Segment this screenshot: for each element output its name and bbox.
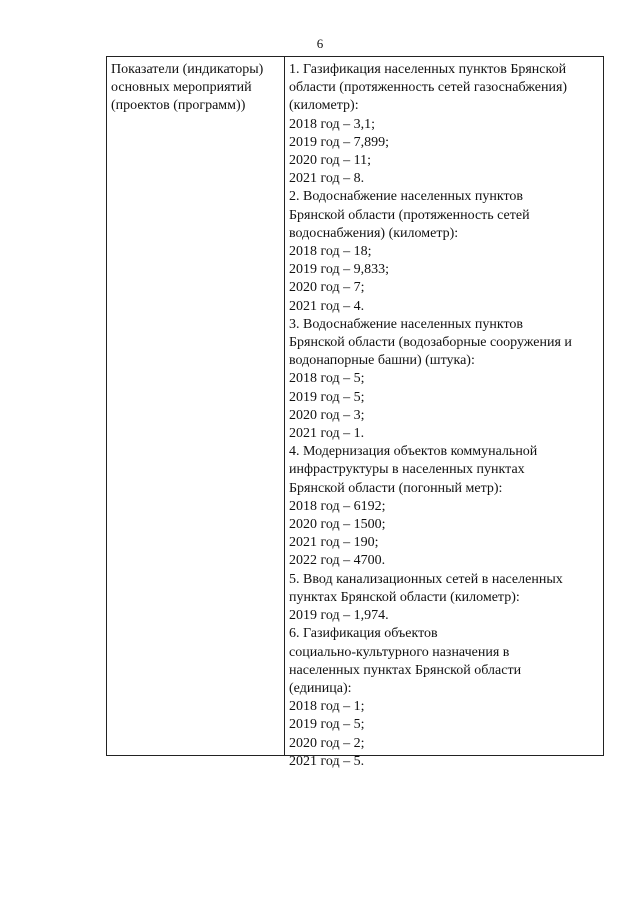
indicator-text-line: 2020 год – 3;: [289, 407, 365, 423]
indicator-text-line: социально-культурного назначения в: [289, 644, 510, 660]
indicator-text-line: водоснабжения) (километр):: [289, 225, 459, 241]
indicator-text-line: 2019 год – 7,899;: [289, 134, 390, 150]
indicator-header-line: Показатели (индикаторы): [111, 62, 264, 77]
indicator-text-line: Брянской области (погонный метр):: [289, 480, 503, 496]
indicator-text-line: 2021 год – 1.: [289, 426, 365, 442]
indicator-text-line: 2019 год – 9,833;: [289, 262, 390, 278]
indicator-text-line: 2021 год – 4.: [289, 298, 365, 314]
indicator-text-line: (километр):: [289, 98, 359, 114]
indicator-text-line: населенных пунктах Брянской области: [289, 662, 522, 678]
indicator-text-line: 2022 год – 4700.: [289, 553, 386, 569]
indicator-text-line: 2019 год – 5;: [289, 389, 365, 405]
indicator-text-line: пунктах Брянской области (километр):: [289, 589, 520, 605]
indicator-text-line: 2. Водоснабжение населенных пунктов: [289, 189, 524, 205]
page-number: 6: [316, 36, 324, 51]
indicator-text-line: области (протяженность сетей газоснабжения): [289, 80, 568, 96]
indicator-text-line: 2018 год – 3,1;: [289, 116, 376, 132]
indicator-text-line: 2019 год – 5;: [289, 717, 365, 733]
indicator-text-line: 2021 год – 8.: [289, 171, 365, 187]
indicator-text-line: 2019 год – 1,974.: [289, 608, 389, 624]
indicator-text-line: 2020 год – 11;: [289, 153, 371, 169]
indicators-label-cell: [107, 57, 285, 755]
indicator-text-line: водонапорные башни) (штука):: [289, 353, 475, 369]
indicator-text-line: 2018 год – 5;: [289, 371, 365, 387]
indicator-text-line: 2021 год – 5.: [289, 753, 365, 769]
indicator-text-line: 5. Ввод канализационных сетей в населенных: [289, 571, 563, 587]
indicator-text-line: 3. Водоснабжение населенных пунктов: [289, 316, 524, 332]
indicator-text-line: 2018 год – 6192;: [289, 498, 386, 514]
indicator-header-line: основных мероприятий: [111, 80, 252, 96]
indicator-text-line: (единица):: [289, 680, 352, 696]
indicator-text-line: 2020 год – 7;: [289, 280, 365, 296]
indicator-text-line: 1. Газификация населенных пунктов Брянской: [289, 62, 567, 77]
indicator-text-line: инфраструктуры в населенных пунктах: [289, 462, 525, 478]
indicator-text-line: 2020 год – 1500;: [289, 517, 386, 533]
indicator-text-line: 2021 год – 190;: [289, 535, 379, 551]
indicator-text-line: Брянской области (протяженность сетей: [289, 207, 530, 223]
indicators-table: [106, 56, 604, 769]
indicator-text-line: Брянской области (водозаборные сооружения и: [289, 335, 572, 351]
indicator-header-line: (проектов (программ)): [111, 98, 246, 114]
indicators-values-cell: [285, 57, 603, 769]
indicator-text-line: 6. Газификация объектов: [289, 626, 438, 642]
indicator-text-line: 4. Модернизация объектов коммунальной: [289, 444, 538, 460]
indicator-text-line: 2020 год – 2;: [289, 735, 365, 751]
indicator-text-line: 2018 год – 1;: [289, 699, 365, 715]
indicator-text-line: 2018 год – 18;: [289, 244, 372, 260]
